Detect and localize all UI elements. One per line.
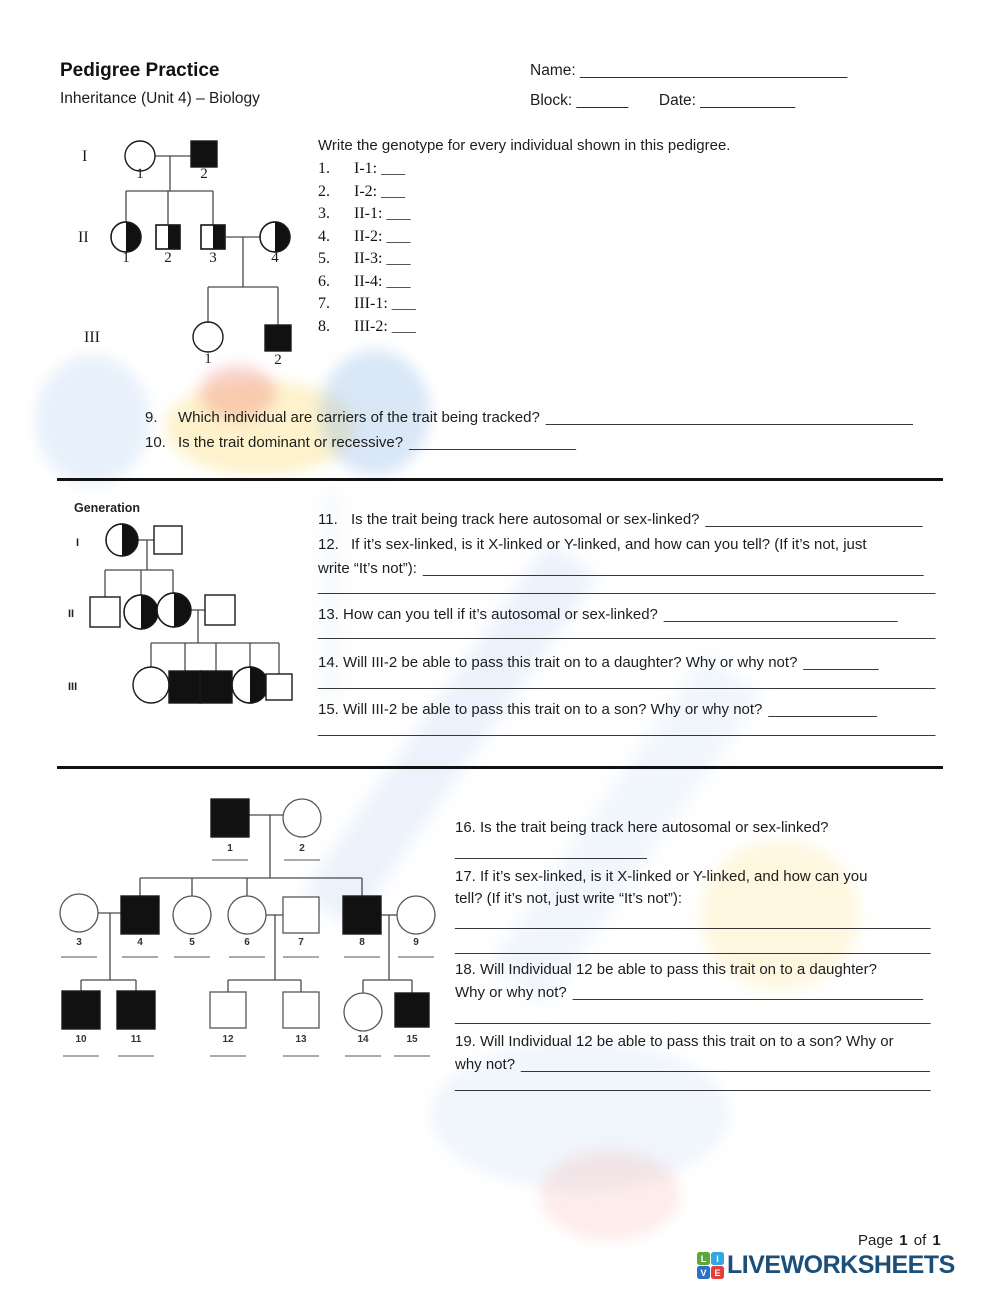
p3-individual-9 [397, 896, 435, 934]
question-12-line2: write “It’s not”): ____________________________________________________________ [318, 560, 924, 577]
block-blank[interactable]: ______ [576, 92, 629, 109]
answer-line-q16 [455, 843, 647, 860]
answer-line-full [455, 1008, 931, 1025]
question-12-line1: 12. If it’s sex-linked, is it X-linked or Y-linked, and how can you tell? (If it’s not, just [318, 536, 867, 553]
answer-line-full [318, 720, 935, 737]
p3-num-3: 3 [76, 937, 82, 948]
p2-individual-III-3 [200, 671, 232, 703]
p2-individual-I-2 [154, 526, 182, 554]
watermark-blob-pink-2 [540, 1150, 680, 1240]
p2-individual-I-1 [106, 524, 138, 556]
question-19-line2: why not? _________________________________________________ [455, 1056, 930, 1073]
p3-num-10: 10 [75, 1034, 87, 1045]
p2-individual-III-4 [232, 667, 268, 703]
answer-blank-item-1[interactable]: ___ [381, 160, 406, 177]
answer-line-full [318, 578, 935, 595]
pedigree-2 [60, 490, 310, 705]
answer-blank-q19[interactable]: _________________________________________________ [521, 1056, 930, 1073]
answer-blank-q13[interactable]: ____________________________ [663, 606, 898, 623]
p1-individual-III-1 [193, 322, 223, 352]
p3-individual-6 [228, 896, 266, 934]
answer-blank-q9[interactable]: ____________________________________________ [545, 409, 913, 426]
answer-blank-q11[interactable]: __________________________ [705, 511, 923, 528]
page-subtitle: Inheritance (Unit 4) – Biology [60, 90, 260, 107]
p1-num-III1: 1 [204, 351, 212, 367]
question-17-line2: tell? (If it’s not, just write “It’s not”): [455, 890, 683, 907]
p3-num-4: 4 [137, 937, 143, 948]
watermark-blob-yellow [165, 380, 355, 475]
p3-num-12: 12 [222, 1034, 234, 1045]
pedigree-1 [60, 130, 310, 375]
answer-line-full [455, 938, 931, 955]
question-15: 15. Will III-2 be able to pass this trait on to a son? Why or why not? _____________ [318, 701, 877, 718]
answer-line-full [455, 1075, 931, 1092]
question-13: 13. How can you tell if it’s autosomal or sex-linked? ____________________________ [318, 606, 898, 623]
p1-individual-II-2 [156, 225, 180, 249]
answer-blank-q15b[interactable]: __________________________________________________________________________ [318, 720, 936, 737]
p2-gen-label-III: III [68, 681, 78, 693]
p2-gen-label-I: I [76, 537, 80, 549]
question-14: 14. Will III-2 be able to pass this trait on to a daughter? Why or why not? _________ [318, 654, 879, 671]
p1-individual-II-4 [260, 222, 290, 252]
p1-individual-II-1 [111, 222, 141, 252]
logo-block-v: V [697, 1266, 710, 1279]
p3-individual-4 [121, 896, 159, 934]
answer-blank-q16[interactable]: _______________________ [455, 843, 647, 860]
page-title: Pedigree Practice [60, 60, 220, 81]
p3-num-11: 11 [130, 1034, 142, 1045]
p3-individual-13 [283, 992, 319, 1028]
answer-blank-item-2[interactable]: ___ [381, 182, 406, 200]
p3-num-5: 5 [189, 937, 195, 948]
p1-num-II4: 4 [271, 250, 279, 266]
p2-individual-III-5 [266, 674, 292, 700]
p3-num-8: 8 [359, 937, 365, 948]
answer-blank-q19b[interactable]: _________________________________________________________ [455, 1075, 931, 1092]
p1-individual-I-2 [191, 141, 217, 167]
p3-individual-14 [344, 993, 382, 1031]
question-17-line1: 17. If it’s sex-linked, is it X-linked or Y-linked, and how can you [455, 868, 868, 885]
p3-num-7: 7 [298, 937, 304, 948]
p2-gen-label-II: II [68, 608, 75, 620]
list-item: 1. I-1: ___ [318, 160, 406, 177]
answer-blank-q13b[interactable]: __________________________________________________________________________ [318, 623, 936, 640]
question-11: 11. Is the trait being track here autosomal or sex-linked? __________________________ [318, 511, 923, 528]
answer-blank-item-6[interactable]: ___ [386, 272, 411, 290]
p3-individual-7 [283, 897, 319, 933]
answer-blank-q18b[interactable]: _________________________________________________________ [455, 1008, 931, 1025]
p1-num-III2: 2 [274, 352, 282, 368]
block-label: Block: [530, 92, 573, 109]
answer-blank-q12b[interactable]: __________________________________________________________________________ [318, 578, 936, 595]
question-18-line2: Why or why not? __________________________________________ [455, 984, 924, 1001]
p3-individual-3 [60, 894, 98, 932]
p1-num-I2: 2 [200, 166, 208, 182]
name-row [530, 62, 847, 80]
brand-wordmark: LIVEWORKSHEETS [727, 1251, 955, 1279]
answer-line-full [318, 623, 935, 640]
p2-individual-II-3 [157, 593, 191, 627]
p3-num-6: 6 [244, 937, 250, 948]
p2-individual-III-1 [133, 667, 169, 703]
list-item: 7. III-1: ___ [318, 295, 416, 312]
page-number: Page 1 of 1 [858, 1232, 941, 1249]
p2-title: Generation [74, 501, 140, 515]
p1-num-I1: 1 [136, 166, 144, 182]
p3-num-14: 14 [357, 1034, 369, 1045]
list-item: 4. II-2: ___ [318, 227, 411, 245]
answer-blank-q17b[interactable]: _________________________________________________________ [455, 938, 931, 955]
p3-individual-15 [395, 993, 429, 1027]
section-divider-2 [57, 766, 943, 769]
date-label: Date: [658, 92, 696, 109]
p1-gen-label-II: II [78, 229, 89, 246]
liveworksheets-logo [697, 1251, 955, 1280]
p3-individual-5 [173, 896, 211, 934]
p3-individual-2 [283, 799, 321, 837]
question-16: 16. Is the trait being track here autosomal or sex-linked? [455, 819, 829, 836]
p1-gen-label-I: I [82, 148, 88, 165]
question-19-line1: 19. Will Individual 12 be able to pass this trait on to a son? Why or [455, 1033, 894, 1050]
answer-blank-item-4[interactable]: ___ [386, 227, 411, 245]
question-10: 10. Is the trait dominant or recessive? ____________________ [145, 434, 576, 451]
p1-num-II1: 1 [122, 250, 130, 266]
p1-num-II3: 3 [209, 250, 217, 266]
section-divider-1 [57, 478, 943, 481]
list-item: 2. I-2: ___ [318, 182, 406, 200]
list-item: 8. III-2: ___ [318, 317, 416, 335]
answer-line-full [455, 913, 931, 930]
logo-block-i: I [711, 1252, 724, 1265]
p2-individual-II-2 [124, 595, 158, 629]
answer-blank-item-8[interactable]: ___ [391, 317, 416, 335]
p1-gen-label-III: III [84, 329, 100, 346]
p3-individual-8 [343, 896, 381, 934]
date-blank[interactable]: ___________ [700, 92, 796, 109]
p3-num-15: 15 [406, 1034, 418, 1045]
answer-blank-item-5[interactable]: ___ [386, 250, 411, 267]
answer-blank-q18[interactable]: __________________________________________ [572, 984, 924, 1001]
p2-individual-II-4 [205, 595, 235, 625]
list-item: 6. II-4: ___ [318, 272, 411, 290]
answer-blank-q14b[interactable]: __________________________________________________________________________ [318, 673, 936, 690]
p1-num-II2: 2 [164, 250, 172, 266]
p2-individual-III-2 [169, 671, 201, 703]
answer-blank-q12[interactable]: ____________________________________________________________ [422, 560, 924, 577]
p3-num-9: 9 [413, 937, 419, 948]
name-blank[interactable]: _______________________________ [579, 62, 848, 79]
p3-individual-12 [210, 992, 246, 1028]
answer-blank-item-3[interactable]: ___ [386, 205, 411, 222]
name-label: Name: [530, 62, 576, 79]
question-18-line1: 18. Will Individual 12 be able to pass this trait on to a daughter? [455, 961, 877, 978]
p3-individual-11 [117, 991, 155, 1029]
p1-individual-II-3 [201, 225, 225, 249]
answer-blank-item-7[interactable]: ___ [391, 295, 416, 312]
liveworksheets-logo-icon [697, 1252, 724, 1279]
answer-blank-q17a[interactable]: _________________________________________________________ [455, 913, 931, 930]
genotype-list [318, 158, 416, 338]
p2-individual-II-1 [90, 597, 120, 627]
logo-block-l: L [697, 1252, 710, 1265]
answer-blank-q15[interactable]: _____________ [768, 701, 877, 718]
pedigree-3 [50, 790, 455, 1065]
question-9: 9. Which individual are carriers of the trait being tracked? ____________________________________________ [145, 409, 913, 426]
p3-individual-1 [211, 799, 249, 837]
p3-num-13: 13 [295, 1034, 307, 1045]
answer-blank-q14[interactable]: _________ [803, 654, 879, 671]
answer-blank-q10[interactable]: ____________________ [409, 434, 576, 451]
p3-num-2: 2 [299, 843, 305, 854]
list-item: 5. II-3: ___ [318, 250, 411, 267]
block-date-row [530, 92, 795, 110]
p1-individual-III-2 [265, 325, 291, 351]
section1-intro: Write the genotype for every individual shown in this pedigree. [318, 137, 731, 154]
list-item: 3. II-1: ___ [318, 205, 411, 222]
p3-individual-10 [62, 991, 100, 1029]
answer-line-full [318, 673, 935, 690]
p3-num-1: 1 [227, 843, 233, 854]
logo-block-e: E [711, 1266, 724, 1279]
